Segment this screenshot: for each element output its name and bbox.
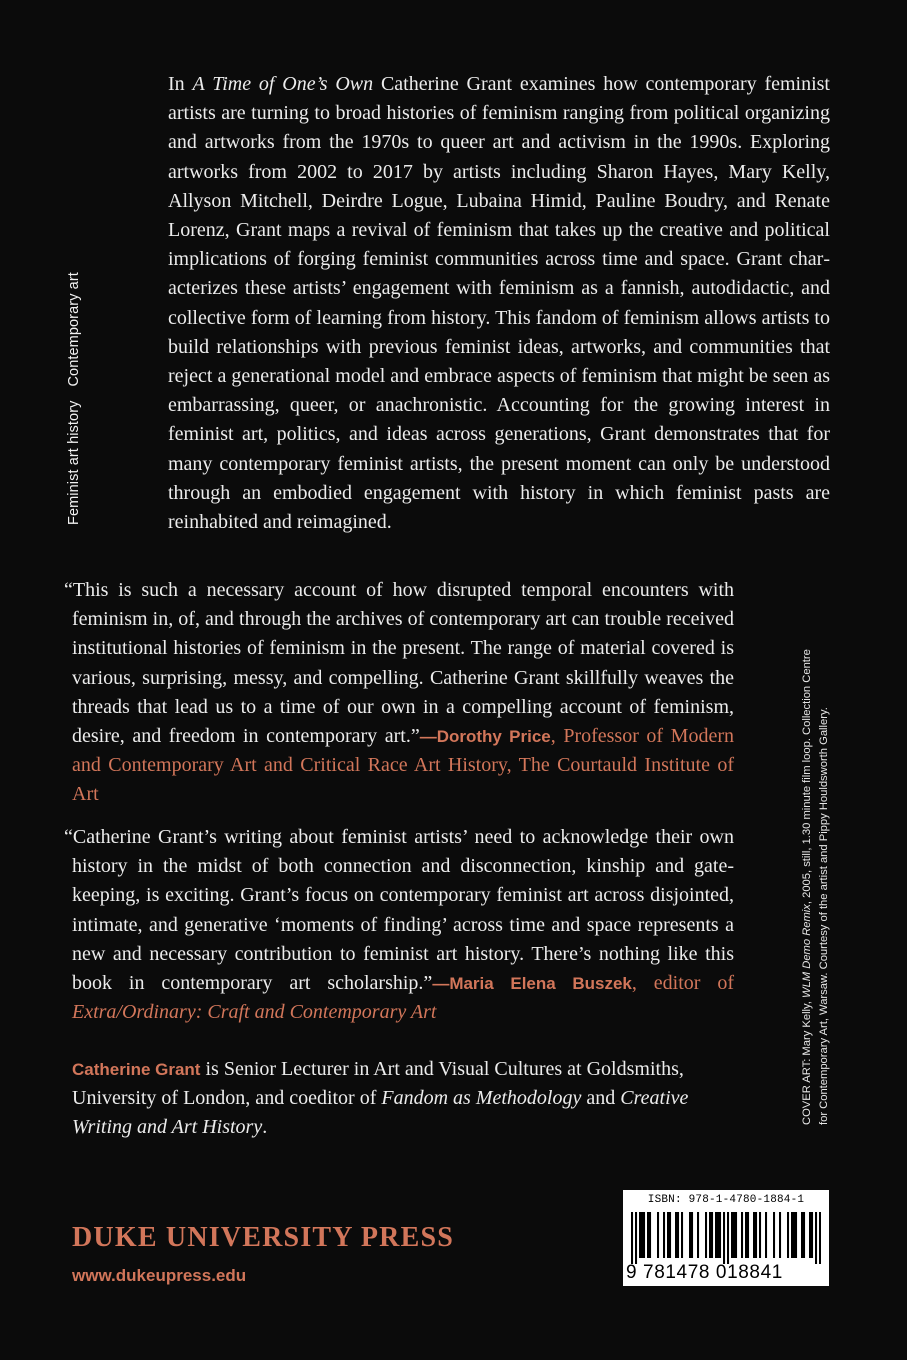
barcode-bar <box>773 1212 775 1258</box>
barcode-bar <box>741 1212 743 1258</box>
barcode-bar <box>715 1212 717 1258</box>
barcode-bar <box>755 1212 757 1258</box>
barcode-bar <box>639 1212 641 1258</box>
barcode-bar <box>733 1212 735 1258</box>
barcode-bar <box>691 1212 693 1258</box>
barcode-bar <box>667 1212 669 1258</box>
isbn-barcode <box>623 1190 829 1286</box>
description-body: Catherine Grant examines how contemporary feminist artists are turning to broad histories of feminism ranging from political organizing and artworks from the 1970s to queer art and activism in the 1990s. Exploring artworks from 2002 to 2017 by artists including Sharon Hayes, Mary Kelly, Allyson Mitchell, Deirdre Logue, Lubaina Himid, Pauline Boudry, and Renate Lorenz, Grant maps a revival of feminism that takes up the creative and political implications of forging feminist communities across time and space. Grant characterizes these artists’ engagement with feminism as a fannish, autodidactic, and collective form of learning from history. This fandom of feminism allows artists to build relationships with previous feminist ideas, artworks, and communities that reject a generational model and embrace aspects of feminism that might be seen as embarrassing, queer, or anachronistic. Accounting for the growing interest in feminist art, politics, and ideas across generations, Grant demonstrates that for many contemporary feminist artists, the present moment can only be understood through an embodied engagement with history in which feminist pasts are reinhabited and reimagined. <box>168 73 830 534</box>
barcode-bar <box>631 1212 633 1264</box>
bio-text: . <box>262 1116 268 1139</box>
barcode-bar <box>705 1212 707 1258</box>
barcode-bar <box>657 1212 659 1258</box>
quote-author-role: , editor of <box>631 972 734 995</box>
barcode-bar <box>809 1212 811 1258</box>
endorsement-quote <box>64 823 734 1027</box>
barcode-bars <box>631 1212 821 1264</box>
description-intro: In <box>168 73 193 95</box>
barcode-bar <box>723 1212 725 1264</box>
barcode-bar <box>735 1212 737 1258</box>
barcode-bar <box>759 1212 761 1258</box>
bio-book-title: Creative Writing and Art History <box>72 1087 689 1139</box>
publisher-website: www.dukeupress.edu <box>72 1266 247 1285</box>
isbn-label: ISBN: 978-1-4780-1884-1 <box>647 1194 805 1206</box>
credit-text: COVER ART: Mary Kelly, <box>801 997 813 1125</box>
quote-author: —Dorothy Price <box>419 727 551 747</box>
author-bio <box>72 1055 734 1143</box>
barcode-bar <box>709 1212 711 1258</box>
barcode-bar <box>647 1212 649 1258</box>
barcode-bar <box>731 1212 733 1258</box>
credit-text: for Contemporary Art, Warsaw. Courtesy of the artist and Pippy Houldsworth Gallery. <box>818 707 830 1125</box>
barcode-bar <box>681 1212 683 1258</box>
cover-art-credit <box>799 585 833 1125</box>
barcode-digits: 9 781478 018841 <box>626 1262 783 1283</box>
barcode-bar <box>635 1212 637 1264</box>
barcode-bar <box>787 1212 789 1258</box>
barcode-bar <box>677 1212 679 1258</box>
publisher-name: DUKE UNIVERSITY PRESS <box>72 1222 455 1253</box>
barcode-bar <box>641 1212 643 1258</box>
bio-book-title: Fandom as Methodology <box>381 1087 582 1110</box>
credit-artwork-title: WLM Demo Remix <box>801 904 813 998</box>
author-name: Catherine Grant <box>72 1060 201 1079</box>
barcode-bar <box>747 1212 749 1258</box>
barcode-bar <box>727 1212 729 1264</box>
endorsement-quote <box>64 576 734 810</box>
quote-text: “Catherine Grant’s writing about feminist artists’ need to acknowledge their own history in the midst of both connection and disconnection, kinship and gatekeeping, is exciting. Grant’s focus on contemporary feminist art across disjointed, intimate, and generative ‘moments of finding’ across time and space represents a new and necessary contribution to feminist art history. There’s nothing like this book in contemporary art scholarship.” <box>64 826 734 995</box>
barcode-bar <box>697 1212 699 1258</box>
barcode-bar <box>675 1212 677 1258</box>
barcode-bar <box>819 1212 821 1264</box>
bio-text: and <box>581 1087 621 1110</box>
barcode-bar <box>689 1212 691 1258</box>
subject-label: Feminist art history <box>66 400 82 525</box>
barcode-bar <box>669 1212 671 1258</box>
barcode-bar <box>811 1212 813 1258</box>
bio-text: is Senior Lecturer in Art and Visual Cultures at Goldsmiths, University of London, and coeditor of <box>72 1058 684 1110</box>
barcode-bar <box>803 1212 805 1258</box>
barcode-bar <box>753 1212 755 1258</box>
barcode-bar <box>765 1212 767 1258</box>
quote-author: —Maria Elena Buszek <box>432 974 632 994</box>
barcode-bar <box>717 1212 719 1258</box>
subject-labels <box>66 272 82 525</box>
barcode-bar <box>793 1212 795 1258</box>
quote-author-role: , Professor of Modern and Contemporary Art and Critical Race Art History, The Courtauld Institute of Art <box>72 725 734 806</box>
barcode-bar <box>791 1212 793 1258</box>
barcode-bar <box>711 1212 713 1258</box>
barcode-bar <box>663 1212 665 1258</box>
barcode-bar <box>649 1212 651 1258</box>
barcode-bar <box>801 1212 803 1258</box>
barcode-bar <box>779 1212 781 1258</box>
book-title: A Time of One’s Own <box>192 73 374 95</box>
quote-author-book-title: Extra/Ordinary: Craft and Contemporary Art <box>72 1001 437 1024</box>
credit-text: , 2005, still, 1.30 minute film loop. Collection Centre <box>801 649 813 905</box>
subject-label: Contemporary art <box>66 272 82 387</box>
book-description <box>168 70 830 537</box>
barcode-bar <box>795 1212 797 1258</box>
barcode-bar <box>815 1212 817 1264</box>
barcode-bar <box>719 1212 721 1258</box>
barcode-bar <box>745 1212 747 1258</box>
barcode-bar <box>643 1212 645 1258</box>
quote-text: “This is such a necessary account of how disrupted temporal encounters with feminism in, of, and through the archives of contemporary art can trouble received institutional histories of feminism in the present. The range of material covered is various, surprising, messy, and compelling. Catherine Grant skillfully weaves the threads that lead us to a time of our own in a compelling account of feminism, desire, and freedom in contemporary art.” <box>64 579 734 748</box>
